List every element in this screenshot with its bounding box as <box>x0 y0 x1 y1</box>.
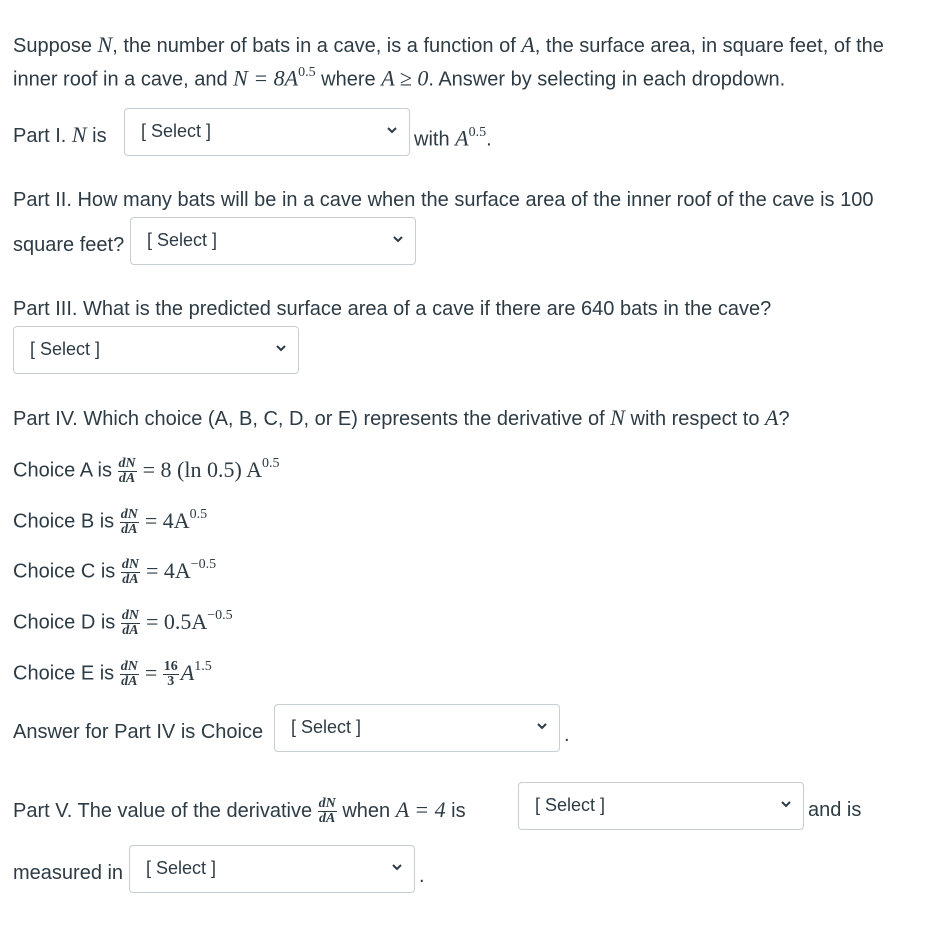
dropdown-value: [ Select ] <box>30 339 101 359</box>
part5-value-dropdown[interactable] <box>518 782 804 830</box>
choice-b <box>13 504 207 537</box>
derivative-fraction: $\frac{dN}{dA}$ <box>118 455 136 486</box>
derivative-fraction: $\frac{dN}{dA}$ <box>120 658 138 689</box>
intro-text: where <box>315 68 382 91</box>
derivative-fraction: $\frac{dN}{dA}$ <box>121 607 139 638</box>
part4-period <box>564 722 570 748</box>
question-text: ? <box>778 408 790 430</box>
choice-label: Choice D is <box>13 611 121 634</box>
question-text: and is <box>808 799 862 821</box>
question-text: Part III. What is the predicted surface area of a cave if there are 640 bats in the cave? <box>13 298 772 320</box>
choice-expression: = 4A <box>145 557 191 583</box>
coefficient-fraction: $\frac{16}{3}$ <box>163 658 178 689</box>
question-text: when <box>336 800 396 822</box>
math-var: N <box>71 122 87 147</box>
period: . <box>419 865 425 887</box>
question-text: measured in <box>13 862 124 884</box>
question-text: is <box>445 800 466 822</box>
derivative-fraction: $\frac{dN}{dA}$ <box>121 556 139 587</box>
question-text: square feet? <box>13 234 125 256</box>
choice-label: Choice A is <box>13 459 118 482</box>
part5-units-dropdown[interactable] <box>129 845 415 893</box>
dropdown-value: [ Select ] <box>535 795 606 815</box>
math-exponent: 0.5 <box>262 456 280 471</box>
choice-e <box>13 656 212 689</box>
part2-dropdown[interactable] <box>130 217 416 265</box>
part3-question <box>13 296 771 322</box>
math-var: A <box>521 32 535 57</box>
dropdown-value: [ Select ] <box>141 121 212 141</box>
intro-text: , the surface area, in square feet, of the <box>534 35 884 57</box>
intro-text: Suppose <box>13 35 98 57</box>
math-var: N <box>97 32 113 57</box>
choice-c <box>13 554 216 587</box>
part2-cont <box>13 232 124 258</box>
part-text: is <box>86 125 107 147</box>
period: . <box>486 128 492 151</box>
part-prefix: Part I. <box>13 125 72 147</box>
intro-text: , the number of bats in a cave, is a function of <box>112 35 522 57</box>
chevron-down-icon <box>779 797 793 811</box>
answer-label: Answer for Part IV is Choice <box>13 721 264 743</box>
part-text: with <box>414 128 456 151</box>
choice-a <box>13 453 280 486</box>
part4-question <box>13 405 790 432</box>
math-var: A <box>180 659 195 685</box>
math-condition: A ≥ 0 <box>381 65 429 91</box>
chevron-down-icon <box>390 860 404 874</box>
part5-line <box>13 797 466 826</box>
dropdown-value: [ Select ] <box>146 858 217 878</box>
math-exponent: −0.5 <box>207 608 233 623</box>
chevron-down-icon <box>391 232 405 246</box>
chevron-down-icon <box>535 719 549 733</box>
part5-period <box>419 863 425 889</box>
intro-text: . Answer by selecting in each dropdown. <box>428 68 786 91</box>
math-equation: N = 8A <box>233 65 299 91</box>
math-exponent: 0.5 <box>189 507 208 522</box>
math-exponent: 1.5 <box>194 659 212 674</box>
part5-measured-in <box>13 860 123 886</box>
dropdown-value: [ Select ] <box>147 230 218 250</box>
question-text: Part V. The value of the derivative <box>13 800 318 822</box>
question-text: Part II. How many bats will be in a cave when the surface area of the inner roof of the cave is 100 <box>13 189 874 211</box>
math-condition: A = 4 <box>395 797 446 822</box>
choice-expression: = <box>144 659 163 685</box>
part1-label <box>13 122 107 149</box>
choice-expression: = 8 (ln 0.5) A <box>142 456 262 482</box>
question-text: with respect to <box>624 408 766 430</box>
chevron-down-icon <box>274 341 288 355</box>
choice-expression: = 4A <box>144 507 190 533</box>
part3-dropdown[interactable] <box>13 326 299 374</box>
choice-label: Choice B is <box>13 510 120 533</box>
choice-label: Choice C is <box>13 560 121 583</box>
math-var: A <box>765 405 779 430</box>
part5-and-is <box>808 797 861 823</box>
math-exponent: 0.5 <box>298 65 316 80</box>
chevron-down-icon <box>385 123 399 137</box>
part2-question <box>13 187 873 213</box>
part4-answer-label <box>13 719 263 745</box>
dropdown-value: [ Select ] <box>291 717 362 737</box>
question-text: Part IV. Which choice (A, B, C, D, or E) represents the derivative of <box>13 408 611 430</box>
part4-dropdown[interactable] <box>274 704 560 752</box>
period: . <box>564 724 570 746</box>
derivative-fraction: $\frac{dN}{dA}$ <box>318 796 336 827</box>
intro-line-2 <box>13 62 785 93</box>
part1-dropdown[interactable] <box>124 108 410 156</box>
choice-d <box>13 605 233 638</box>
intro-line-1 <box>13 32 884 59</box>
math-var: N <box>610 405 625 430</box>
choice-expression: = 0.5A <box>145 608 208 634</box>
intro-text: inner roof in a cave, and <box>13 68 234 91</box>
math-exponent: −0.5 <box>190 557 217 572</box>
math-exponent: 0.5 <box>468 125 487 140</box>
choice-label: Choice E is <box>13 662 120 685</box>
part1-after <box>414 122 492 153</box>
derivative-fraction: $\frac{dN}{dA}$ <box>120 506 138 537</box>
math-var: A <box>455 125 469 151</box>
